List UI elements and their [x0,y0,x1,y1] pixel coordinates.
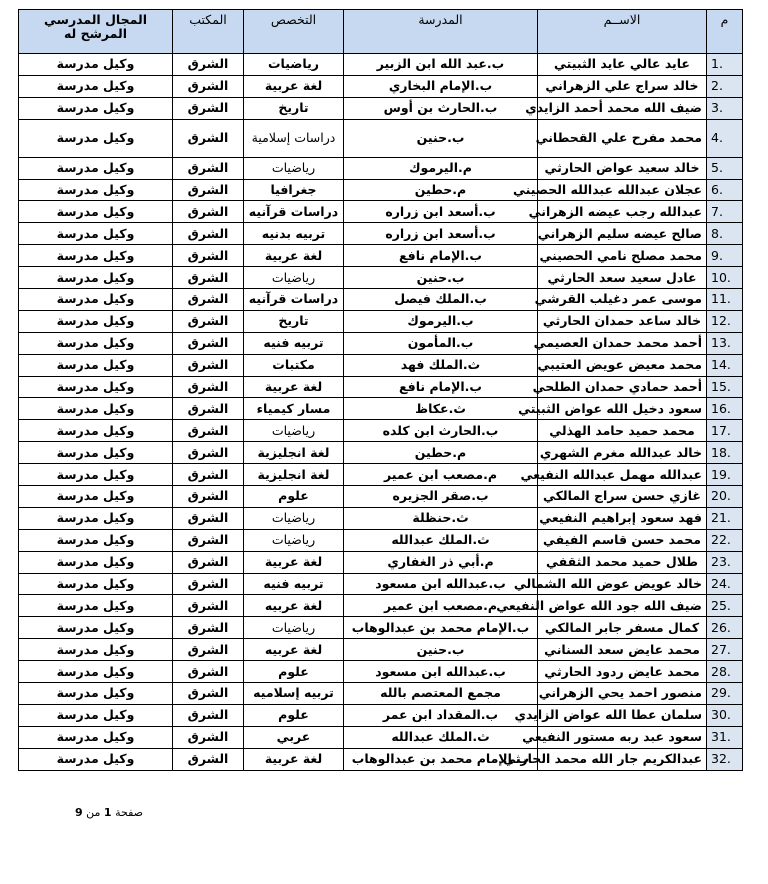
table-row [19,310,743,332]
row-domain: وكيل مدرسة [19,157,173,179]
row-office: الشرق [173,245,244,267]
row-name: عبدالله مهمل عبدالله النفيعي [538,464,707,486]
table-row [19,442,743,464]
row-name: سلمان عطا الله عواض الزايدي [538,704,707,726]
row-domain: وكيل مدرسة [19,245,173,267]
row-number: 7. [707,201,743,223]
row-office: الشرق [173,354,244,376]
row-school: ب.حنين [344,119,538,157]
row-number: 28. [707,661,743,683]
table-row [19,464,743,486]
row-name: صالح عيضه سليم الزهراني [538,223,707,245]
row-office: الشرق [173,376,244,398]
row-school: ب.عبد الله ابن الزبير [344,54,538,76]
header-domain [19,10,173,54]
row-number: 9. [707,245,743,267]
row-office: الشرق [173,726,244,748]
row-school: م.حطين [344,442,538,464]
row-specialty: عربي [244,726,344,748]
row-number: 6. [707,179,743,201]
row-name: محمد مصلح نامي الحصيني [538,245,707,267]
row-school: ب.حنين [344,639,538,661]
row-school: ب.الحارث ابن كلده [344,420,538,442]
row-name: محمد معيض عويض العتيبي [538,354,707,376]
row-name: محمد حسن قاسم الفيفي [538,529,707,551]
row-office: الشرق [173,551,244,573]
row-domain: وكيل مدرسة [19,267,173,289]
row-specialty: مكتبات [244,354,344,376]
row-school: ب.أسعد ابن زراره [344,223,538,245]
row-name: منصور احمد يحي الزهراني [538,683,707,705]
row-school: ب.الإمام نافع [344,376,538,398]
row-school: ب.عبدالله ابن مسعود [344,573,538,595]
row-number: 26. [707,617,743,639]
row-office: الشرق [173,617,244,639]
row-office: الشرق [173,223,244,245]
row-name: محمد عايض ردود الحارثي [538,661,707,683]
row-name: عبدالكريم جار الله محمد الحارثي [538,748,707,770]
row-domain: وكيل مدرسة [19,704,173,726]
row-domain: وكيل مدرسة [19,289,173,311]
candidates-table [18,9,743,771]
row-specialty: لغة عربيه [244,639,344,661]
table-row [19,119,743,157]
row-name: عايد عالي عايد الثبيتي [538,54,707,76]
row-office: الشرق [173,683,244,705]
row-specialty: تربيه إسلاميه [244,683,344,705]
row-office: الشرق [173,97,244,119]
row-name: عادل سعيد سعد الحارثي [538,267,707,289]
row-specialty: دراسات قرآنيه [244,201,344,223]
row-number: 23. [707,551,743,573]
header-school: المدرسة [344,10,538,54]
table-row [19,267,743,289]
row-number: 25. [707,595,743,617]
row-name: عجلان عبدالله عبدالله الحصيني [538,179,707,201]
row-number: 24. [707,573,743,595]
table-row [19,54,743,76]
table-row [19,223,743,245]
header-domain-line2: المرشح له [63,26,128,41]
row-office: الشرق [173,54,244,76]
row-school: ب.الحارث بن أوس [344,97,538,119]
table-row [19,661,743,683]
row-name: سعود دخيل الله عواض الثبيتي [538,398,707,420]
row-number: 22. [707,529,743,551]
row-school: م.مصعب ابن عمير [344,595,538,617]
row-school: ب.المأمون [344,332,538,354]
table-row [19,486,743,508]
row-name: عبدالله رجب عيضه الزهراني [538,201,707,223]
row-name: أحمد محمد حمدان العصيمي [538,332,707,354]
row-school: م.أبي ذر الغفاري [344,551,538,573]
row-domain: وكيل مدرسة [19,398,173,420]
row-number: 4. [707,119,743,157]
row-domain: وكيل مدرسة [19,179,173,201]
row-specialty: لغة انجليزية [244,442,344,464]
row-specialty: رياضيات [244,507,344,529]
row-school: ث.الملك عبدالله [344,529,538,551]
table-row [19,529,743,551]
row-office: الشرق [173,704,244,726]
row-specialty: جغرافيا [244,179,344,201]
table-body [19,54,743,771]
row-school: ب.حنين [344,267,538,289]
row-office: الشرق [173,464,244,486]
row-name: خالد سعيد عواض الحارثي [538,157,707,179]
row-number: 27. [707,639,743,661]
table-row [19,398,743,420]
table-row [19,354,743,376]
row-name: فهد سعود إبراهيم النفيعي [538,507,707,529]
table-row [19,573,743,595]
row-school: ب.اليرموك [344,310,538,332]
row-office: الشرق [173,310,244,332]
row-specialty: علوم [244,486,344,508]
table-row [19,507,743,529]
row-number: 18. [707,442,743,464]
row-name: طلال حميد محمد الثقفي [538,551,707,573]
row-school: ب.المقداد ابن عمر [344,704,538,726]
row-school: م.حطين [344,179,538,201]
row-specialty: دراسات إسلامية [244,119,344,157]
header-domain-line1: المجال المدرسي [44,12,147,27]
row-domain: وكيل مدرسة [19,310,173,332]
row-school: م.اليرموك [344,157,538,179]
row-school: ب.الملك فيصل [344,289,538,311]
row-number: 5. [707,157,743,179]
row-office: الشرق [173,529,244,551]
table-row [19,551,743,573]
row-domain: وكيل مدرسة [19,661,173,683]
row-number: 30. [707,704,743,726]
row-name: محمد حميد حامد الهذلي [538,420,707,442]
table-row [19,245,743,267]
row-domain: وكيل مدرسة [19,639,173,661]
row-office: الشرق [173,573,244,595]
row-specialty: لغة عربيه [244,595,344,617]
row-name: كمال مسفر جابر المالكي [538,617,707,639]
row-domain: وكيل مدرسة [19,75,173,97]
row-number: 3. [707,97,743,119]
row-name: ضيف الله جود الله عواض النفيعي [538,595,707,617]
row-domain: وكيل مدرسة [19,617,173,639]
row-number: 17. [707,420,743,442]
row-domain: وكيل مدرسة [19,223,173,245]
row-number: 2. [707,75,743,97]
row-domain: وكيل مدرسة [19,464,173,486]
row-school: ث.عكاظ [344,398,538,420]
footer-of-word: من [86,806,101,819]
row-domain: وكيل مدرسة [19,376,173,398]
row-specialty: لغة عربية [244,748,344,770]
row-school: ب.الإمام محمد بن عبدالوهاب [344,748,538,770]
row-specialty: رياضيات [244,617,344,639]
row-office: الشرق [173,595,244,617]
row-domain: وكيل مدرسة [19,573,173,595]
row-name: ضيف الله محمد أحمد الزايدي [538,97,707,119]
row-name: غازي حسن سراج المالكي [538,486,707,508]
table-row [19,420,743,442]
row-domain: وكيل مدرسة [19,119,173,157]
table-row [19,683,743,705]
row-specialty: دراسات قرآنيه [244,289,344,311]
row-domain: وكيل مدرسة [19,529,173,551]
row-name: محمد مفرح علي القحطاني [538,119,707,157]
header-office: المكتب [173,10,244,54]
row-domain: وكيل مدرسة [19,354,173,376]
table-row [19,75,743,97]
table-row [19,289,743,311]
row-domain: وكيل مدرسة [19,748,173,770]
row-school: مجمع المعتصم بالله [344,683,538,705]
row-specialty: رياضيات [244,420,344,442]
row-name: موسى عمر دغيلب القرشي [538,289,707,311]
row-office: الشرق [173,119,244,157]
row-domain: وكيل مدرسة [19,97,173,119]
row-domain: وكيل مدرسة [19,551,173,573]
row-specialty: لغة عربية [244,376,344,398]
footer-current-page: 1 [103,806,112,819]
row-specialty: رياضيات [244,54,344,76]
row-domain: وكيل مدرسة [19,420,173,442]
row-domain: وكيل مدرسة [19,54,173,76]
row-office: الشرق [173,332,244,354]
row-domain: وكيل مدرسة [19,683,173,705]
row-number: 1. [707,54,743,76]
row-office: الشرق [173,748,244,770]
row-office: الشرق [173,75,244,97]
row-number: 8. [707,223,743,245]
row-office: الشرق [173,661,244,683]
row-specialty: تاريخ [244,97,344,119]
row-office: الشرق [173,507,244,529]
table-row [19,704,743,726]
row-specialty: لغة انجليزية [244,464,344,486]
row-domain: وكيل مدرسة [19,486,173,508]
footer-page-word: صفحة [115,806,143,819]
row-domain: وكيل مدرسة [19,201,173,223]
table-row [19,376,743,398]
row-school: ث.حنظلة [344,507,538,529]
row-specialty: علوم [244,704,344,726]
row-number: 16. [707,398,743,420]
row-name: أحمد حمادي حمدان الطلحي [538,376,707,398]
row-office: الشرق [173,420,244,442]
row-specialty: رياضيات [244,529,344,551]
row-office: الشرق [173,157,244,179]
row-office: الشرق [173,398,244,420]
row-name: سعود عبد ربه مستور النفيعي [538,726,707,748]
table-row [19,639,743,661]
row-school: ب.الإمام البخاري [344,75,538,97]
row-specialty: تربيه فنيه [244,332,344,354]
row-domain: وكيل مدرسة [19,595,173,617]
row-office: الشرق [173,289,244,311]
row-specialty: تربيه بدنيه [244,223,344,245]
row-name: خالد سراج علي الزهراني [538,75,707,97]
row-number: 19. [707,464,743,486]
table-row [19,201,743,223]
row-office: الشرق [173,442,244,464]
row-office: الشرق [173,179,244,201]
table-row [19,157,743,179]
header-num: م [707,10,743,54]
row-domain: وكيل مدرسة [19,507,173,529]
row-specialty: علوم [244,661,344,683]
row-number: 14. [707,354,743,376]
row-school: م.مصعب ابن عمير [344,464,538,486]
header-specialty: التخصص [244,10,344,54]
row-specialty: لغة عربية [244,551,344,573]
row-specialty: تاريخ [244,310,344,332]
table-row [19,332,743,354]
row-school: ب.الإمام محمد بن عبدالوهاب [344,617,538,639]
page-footer [75,806,143,819]
row-name: خالد عبدالله مغرم الشهري [538,442,707,464]
row-specialty: لغة عربية [244,75,344,97]
table-row [19,97,743,119]
row-specialty: تربيه فنيه [244,573,344,595]
row-school: ب.عبدالله ابن مسعود [344,661,538,683]
table-row [19,179,743,201]
row-number: 32. [707,748,743,770]
row-school: ب.صقر الجزيره [344,486,538,508]
row-domain: وكيل مدرسة [19,442,173,464]
table-row [19,617,743,639]
row-school: ب.أسعد ابن زراره [344,201,538,223]
row-office: الشرق [173,267,244,289]
row-number: 20. [707,486,743,508]
row-specialty: مسار كيمياء [244,398,344,420]
row-school: ب.الإمام نافع [344,245,538,267]
table-row [19,595,743,617]
row-specialty: رياضيات [244,157,344,179]
row-domain: وكيل مدرسة [19,332,173,354]
footer-total-pages: 9 [75,806,83,819]
row-number: 11. [707,289,743,311]
row-number: 12. [707,310,743,332]
row-office: الشرق [173,486,244,508]
row-name: خالد عويض عوض الله الشمالي [538,573,707,595]
row-school: ث.الملك فهد [344,354,538,376]
table-row [19,726,743,748]
header-name: الاســم [538,10,707,54]
row-number: 15. [707,376,743,398]
row-number: 29. [707,683,743,705]
row-office: الشرق [173,201,244,223]
row-number: 10. [707,267,743,289]
row-office: الشرق [173,639,244,661]
row-domain: وكيل مدرسة [19,726,173,748]
row-number: 13. [707,332,743,354]
row-specialty: لغة عربية [244,245,344,267]
table-row [19,748,743,770]
row-name: محمد عايض سعد السناني [538,639,707,661]
row-number: 21. [707,507,743,529]
row-school: ث.الملك عبدالله [344,726,538,748]
row-number: 31. [707,726,743,748]
row-specialty: رياضيات [244,267,344,289]
row-name: خالد ساعد حمدان الحارثي [538,310,707,332]
header-row [19,10,743,54]
